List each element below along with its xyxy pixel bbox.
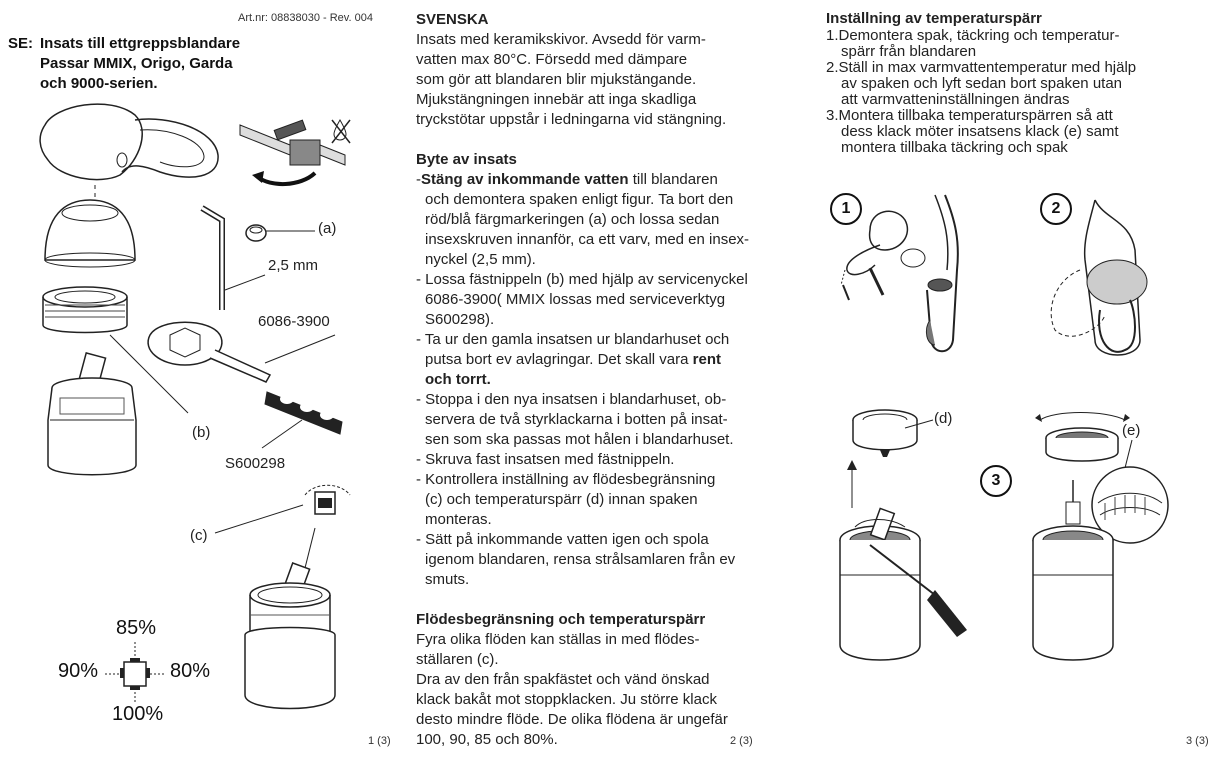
step-3-circle: 3 xyxy=(980,465,1012,497)
step-1-line: insexskruven innanför, ca ett varv, med en insex- xyxy=(425,231,750,248)
step-1-line: nyckel (2,5 mm). xyxy=(425,251,536,268)
step-6-line: (c) och temperaturspärr (d) innan spaken xyxy=(425,491,698,508)
step-line: att varmvatteninställningen ändras xyxy=(841,91,1070,108)
cartridge-large-illustration xyxy=(240,565,350,715)
lever-handle-illustration xyxy=(30,100,230,200)
title-prefix: SE: xyxy=(8,35,34,52)
step-5-line: - Skruva fast insatsen med fästnippeln. xyxy=(416,451,675,468)
page-3-text xyxy=(826,10,1186,156)
step-1-circle: 1 xyxy=(830,193,862,225)
intro-line: som gör att blandaren blir mjukstängande. xyxy=(416,71,697,88)
step-3-bold: rent xyxy=(692,351,721,368)
step-6-line: monteras. xyxy=(425,511,492,528)
label-b-leader xyxy=(110,335,190,415)
step-line: 3.Montera tillbaka temperaturspärren så att xyxy=(826,107,1113,124)
article-number: Art.nr: 08838030 - Rev. 004 xyxy=(238,12,373,24)
step-line: montera tillbaka täckring och spak xyxy=(841,139,1068,156)
language-heading: SVENSKA xyxy=(416,11,489,28)
label-d-leader xyxy=(905,420,935,430)
label-c-leader xyxy=(215,505,305,535)
flow-line: desto mindre flöde. De olika flödena är ungefär xyxy=(416,711,728,728)
step-2-line: S600298). xyxy=(425,311,495,328)
step-line: dess klack möter insatsens klack (e) samt xyxy=(841,123,1119,140)
label-b: (b) xyxy=(192,424,211,441)
page-number-3: 3 (3) xyxy=(1186,735,1209,747)
label-c: (c) xyxy=(190,527,208,544)
title-line-2: Passar MMIX, Origo, Garda xyxy=(40,55,233,72)
page-2-text xyxy=(416,10,761,750)
step-4-line: - Stoppa i den nya insatsen i blandarhuset, ob- xyxy=(416,391,727,408)
step-1-bold: Stäng av inkommande vatten xyxy=(421,171,629,188)
flow-line: 100, 90, 85 och 80%. xyxy=(416,731,558,748)
intro-line: Mjukstängningen innebär att inga skadliga xyxy=(416,91,697,108)
step-3-line xyxy=(416,350,761,370)
flow-line: ställaren (c). xyxy=(416,651,499,668)
step-2-circle: 2 xyxy=(1040,193,1072,225)
step-7-line: smuts. xyxy=(425,571,470,588)
step-3-text: putsa bort ev avlagringar. Det skall vara xyxy=(425,351,693,368)
shutoff-valve-illustration xyxy=(240,115,370,195)
page-number-2: 2 (3) xyxy=(730,735,753,747)
step-1-line: röd/blå färgmarkeringen (a) och lossa sedan xyxy=(425,211,720,228)
flow-85: 85% xyxy=(116,617,157,639)
replace-heading: Byte av insats xyxy=(416,151,517,168)
step-2-line: 6086-3900( MMIX lossas med serviceverktyg xyxy=(425,291,726,308)
label-a-leader xyxy=(265,229,315,233)
key2-leader xyxy=(262,420,302,450)
flow-100: 100% xyxy=(112,703,164,725)
label-d: (d) xyxy=(934,410,953,427)
step-7-line: igenom blandaren, rensa strålsamlaren från ev xyxy=(425,551,736,568)
step-1-line: och demontera spaken enligt figur. Ta bort den xyxy=(425,191,734,208)
intro-line: tryckstötar uppstår i ledningarna vid stängning. xyxy=(416,111,727,128)
cartridge-screwdriver-illustration xyxy=(835,505,975,665)
step-4-line: servera de två styrklackarna i botten på insat- xyxy=(425,411,728,428)
mixer-disassembly-illustration xyxy=(835,190,985,370)
flow-80: 80% xyxy=(170,660,211,682)
step-6-line: - Kontrollera inställning av flödesbegränsning xyxy=(416,471,716,488)
label-e: (e) xyxy=(1122,422,1141,439)
step-line: spärr från blandaren xyxy=(841,43,977,60)
step-7-line: - Sätt på inkommande vatten igen och spola xyxy=(416,531,709,548)
step-2-line: - Lossa fästnippeln (b) med hjälp av servicenyckel xyxy=(416,271,748,288)
cover-cap-illustration xyxy=(40,195,140,275)
step-1-line: -Stäng av inkommande vatten till blandaren xyxy=(416,171,718,188)
allen-key-illustration xyxy=(200,200,250,320)
key1-leader xyxy=(265,335,335,365)
temperature-stop-illustration xyxy=(845,405,935,465)
step-line: av spaken och lyft sedan bort spaken utan xyxy=(841,75,1123,92)
intro-line: vatten max 80°C. Försedd med dämpare xyxy=(416,51,688,68)
lift-arrow xyxy=(846,460,858,510)
flow-selector-icon xyxy=(100,640,170,705)
flow-line: klack bakåt mot stoppklacken. Ju större klack xyxy=(416,691,717,708)
flow-90: 90% xyxy=(58,660,99,682)
title-line-1: Insats till ettgreppsblandare xyxy=(40,35,241,52)
step-4-line: sen som ska passas mot hålen i blandarhuset. xyxy=(425,431,734,448)
page-title xyxy=(40,34,240,94)
flow-heading: Flödesbegränsning och temperaturspärr xyxy=(416,611,706,628)
step-1-rest: till blandaren xyxy=(628,171,718,188)
intro-line: Insats med keramikskivor. Avsedd för varm- xyxy=(416,31,706,48)
flow-line: Fyra olika flöden kan ställas in med flödes- xyxy=(416,631,700,648)
step-line: 2.Ställ in max varmvattentemperatur med hjälp xyxy=(826,59,1137,76)
temperature-heading: Inställning av temperaturspärr xyxy=(826,10,1042,27)
page-number-1: 1 (3) xyxy=(368,735,391,747)
flow-limiter-illustration xyxy=(300,480,360,530)
label-a: (a) xyxy=(318,220,337,237)
flow-line: Dra av den från spakfästet och vänd önskad xyxy=(416,671,710,688)
lever-temperature-illustration xyxy=(1045,200,1165,370)
title-line-3: och 9000-serien. xyxy=(40,75,158,92)
step-line: 1.Demontera spak, täckring och temperatur- xyxy=(826,27,1120,44)
cartridge-assembled-illustration xyxy=(1028,480,1118,665)
step-3-bold-line: och torrt. xyxy=(425,371,491,388)
label-allen-size: 2,5 mm xyxy=(268,257,319,274)
step-3-line: - Ta ur den gamla insatsen ur blandarhuset och xyxy=(416,331,730,348)
label-key-s600298: S600298 xyxy=(225,455,286,472)
color-marker-illustration xyxy=(242,222,272,244)
label-key-6086-3900: 6086-3900 xyxy=(258,313,330,330)
mm-leader xyxy=(225,275,265,295)
